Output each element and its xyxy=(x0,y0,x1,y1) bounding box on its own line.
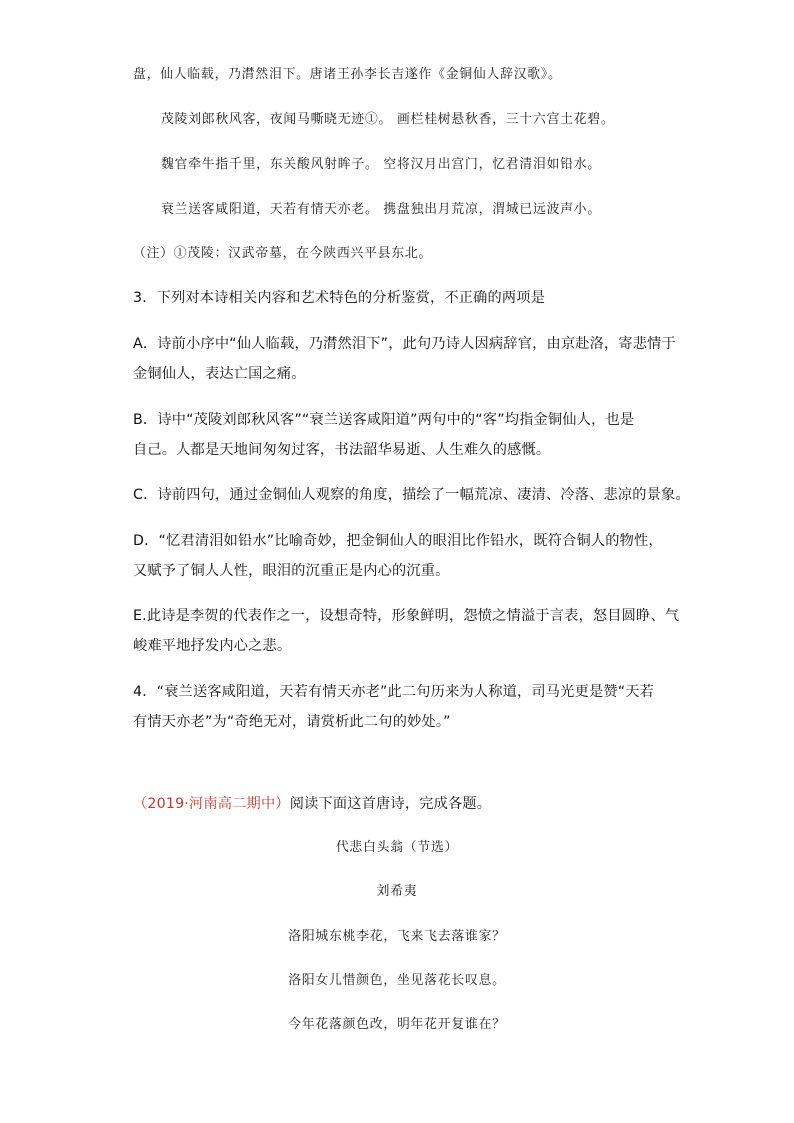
option-b-line-1: B．诗中“茂陵刘郎秋风客”“衰兰送客咸阳道”两句中的“客”均指金铜仙人，也是 xyxy=(133,412,635,428)
poem-2-author: 刘希夷 xyxy=(376,884,418,899)
question-4-line-1: 4．“衰兰送客咸阳道，天若有情天亦老”此二句历来为人称道，司马光更是赞“天若 xyxy=(133,684,655,700)
question-4-line-2: 有情天亦老”为“奇绝无对，请赏析此二句的妙处。” xyxy=(133,714,451,730)
option-d-line-2: 又赋予了铜人人性，眼泪的沉重正是内心的沉重。 xyxy=(133,563,450,579)
poem-2-title: 代悲白头翁（节选） xyxy=(335,840,459,855)
poem-2-line-1: 洛阳城东桃李花，飞来飞去落谁家？ xyxy=(288,929,506,944)
section-instruction: 阅读下面这首唐诗，完成各题。 xyxy=(289,796,492,812)
section-2-header xyxy=(133,794,491,814)
option-e-line-2: 峻难平地抒发内心之悲。 xyxy=(133,638,292,654)
option-b-line-2: 自己。人都是天地间匆匆过客，书法韶华易逝、人生难久的感慨。 xyxy=(133,442,551,458)
option-a-line-2: 金铜仙人，表达亡国之痛。 xyxy=(133,366,306,382)
poem-2-line-3: 今年花落颜色改，明年花开复谁在？ xyxy=(288,1017,506,1032)
option-e-line-1: E.此诗是李贺的代表作之一，设想奇特，形象鲜明，怨愤之情溢于言表，怒目圆睁、气 xyxy=(133,608,680,624)
question-3-stem: 3．下列对本诗相关内容和艺术特色的分析鉴赏，不正确的两项是 xyxy=(133,290,546,306)
option-c-line-1: C．诗前四句，通过金铜仙人观察的角度，描绘了一幅荒凉、凄清、冷落、悲凉的景象。 xyxy=(133,487,690,503)
option-d-line-1: D．“忆君清泪如铅水”比喻奇妙，把金铜仙人的眼泪比作铅水，既符合铜人的物性， xyxy=(133,533,663,549)
option-a-line-1: A．诗前小序中“仙人临载，乃潸然泪下”，此句乃诗人因病辞官，由京赴洛，寄悲情于 xyxy=(133,336,676,352)
poem-line-1: 茂陵刘郎秋风客，夜闻马嘶晓无迹①。 画栏桂树悬秋香，三十六宫土花碧。 xyxy=(161,112,615,127)
source-tag: （2019·河南高二期中） xyxy=(133,796,290,812)
poem-note: （注）①茂陵：汉武帝墓，在今陕西兴平县东北。 xyxy=(133,246,433,261)
preface-tail: 盘，仙人临载，乃潸然泪下。唐诸王孙李长吉遂作《金铜仙人辞汉歌》。 xyxy=(133,67,562,82)
poem-2-line-2: 洛阳女儿惜颜色，坐见落花长叹息。 xyxy=(288,973,506,988)
poem-line-2: 魏官牵牛指千里，东关酸风射眸子。 空将汉月出宫门，忆君清泪如铅水。 xyxy=(161,157,601,172)
poem-line-3: 衰兰送客咸阳道，天若有情天亦老。 携盘独出月荒凉，渭城已远波声小。 xyxy=(161,202,601,217)
